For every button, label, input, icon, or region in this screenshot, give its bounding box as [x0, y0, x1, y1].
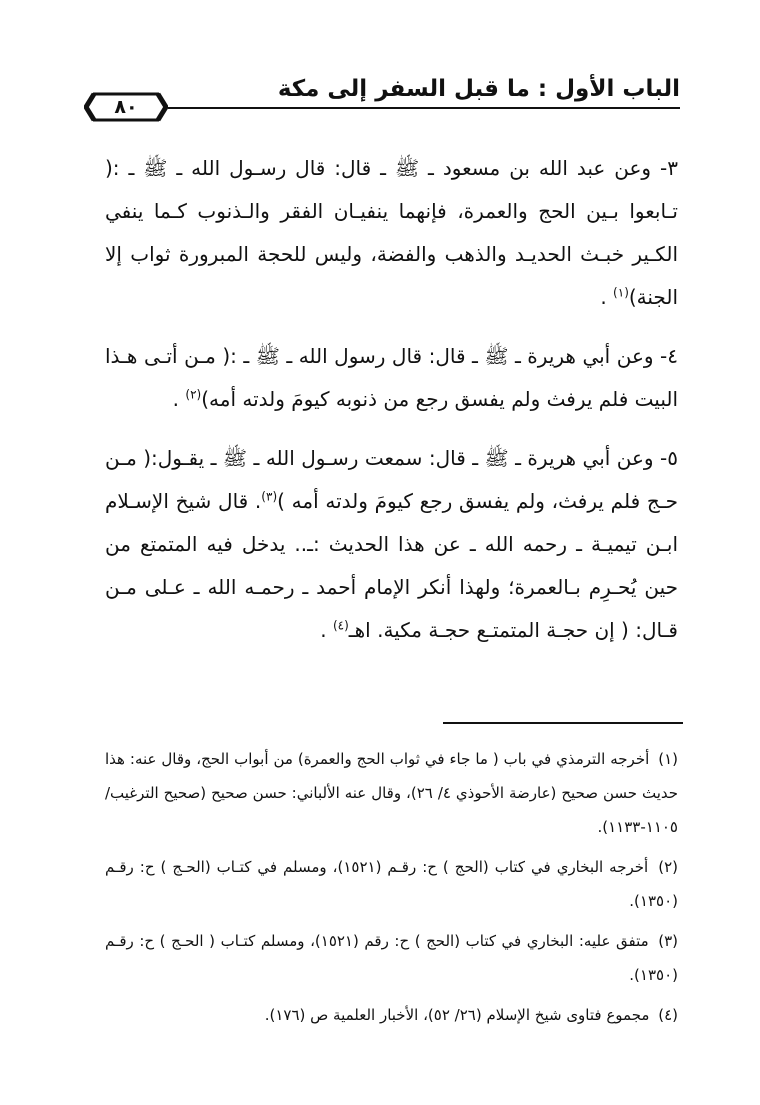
footnote	[105, 742, 678, 844]
paragraph-tail: .	[600, 285, 614, 309]
paragraph-number: ٥-	[660, 446, 679, 470]
hadith-paragraph	[105, 437, 678, 652]
footnote-number: (١)	[658, 750, 678, 768]
footnote-ref[interactable]: (٤)	[332, 618, 349, 633]
footnote-ref[interactable]: (٢)	[185, 387, 202, 402]
paragraph-tail: .	[172, 387, 186, 411]
paragraph-text: وعن أبي هريرة ـ ﷺ ـ قال: قال رسول الله ـ ﷺ ـ :( مـن أتـى هـذا البيت فلم يرفث ولم يفسق رجع من ذنوبه كيومَ ولدته أمه)	[105, 344, 678, 411]
page-number-badge	[84, 92, 168, 122]
main-text	[105, 147, 678, 668]
footnote-text: أخرجه البخاري في كتاب (الحج ) ح: رقـم (١٥٢١)، ومسلم في كتـاب (الحـج ) ح: رقـم (١٣٥٠).	[105, 858, 678, 910]
chapter-title: الباب الأول : ما قبل السفر إلى مكة	[277, 76, 680, 102]
hadith-paragraph	[105, 335, 678, 421]
footnote-text: متفق عليه: البخاري في كتاب (الحج ) ح: رقم (١٥٢١)، ومسلم كتـاب ( الحـج ) ح: رقـم (١٣٥٠).	[105, 932, 678, 984]
footnote-text: مجموع فتاوى شيخ الإسلام (٢٦/ ٥٢)، الأخبار العلمية ص (١٧٦).	[264, 1006, 650, 1024]
footnote-number: (٤)	[658, 1006, 678, 1024]
footnote-separator	[443, 722, 683, 724]
footnote-ref[interactable]: (١)	[613, 285, 629, 300]
footnote-number: (٢)	[658, 858, 678, 876]
footnote	[105, 998, 678, 1032]
footnote-text: أخرجه الترمذي في باب ( ما جاء في ثواب الحج والعمرة) من أبواب الحج، وقال عنه: هذا حديث حسن صحيح (عارضة الأحوذي ٤/ ٢٦)، وقال عنه الألباني: حسن صحيح (صحيح الترغيب/ ١١٠٥-١١٣٣).	[105, 750, 679, 836]
footnote-number: (٣)	[658, 932, 678, 950]
paragraph-text: وعن أبي هريرة ـ ﷺ ـ قال: سمعت رسـول الله ـ ﷺ ـ يقـول:( مـن حـج فلم يرفث، ولم يفسق رجع كيومَ ولدته أمه )	[105, 446, 678, 513]
footnote	[105, 850, 678, 918]
page-number: ٨٠	[114, 96, 138, 118]
paragraph-tail: . قال شيخ الإسـلام ابـن تيميـة ـ رحمه الله ـ عن هذا الحديث :ـ.. يدخل فيه المتمتع من حين يُحـرِم بـالعمرة؛ ولهذا أنكر الإمام أحمد ـ رحمـه الله ـ عـلى مـن قـال: ( إن حجـة المتمتـع حجـة مكية. اهـ	[105, 489, 678, 642]
footnote-ref[interactable]: (٣)	[261, 489, 278, 504]
paragraph-number: ٣-	[660, 156, 678, 180]
header-rule	[168, 107, 680, 109]
paragraph-text: وعن عبد الله بن مسعود ـ ﷺ ـ قال: قال رسـول الله ـ ﷺ ـ :( تـابعوا بـين الحج والعمرة، فإنهما ينفيـان الفقر والـذنوب كـما ينفي الكـير خبـث الحديـد والذهب والفضة، وليس للحجة المبرورة ثواب إلا الجنة)	[105, 156, 678, 309]
footnote	[105, 924, 678, 992]
paragraph-number: ٤-	[660, 344, 678, 368]
footnotes	[105, 742, 678, 1038]
paragraph-tail: .	[320, 618, 333, 642]
hadith-paragraph	[105, 147, 678, 319]
